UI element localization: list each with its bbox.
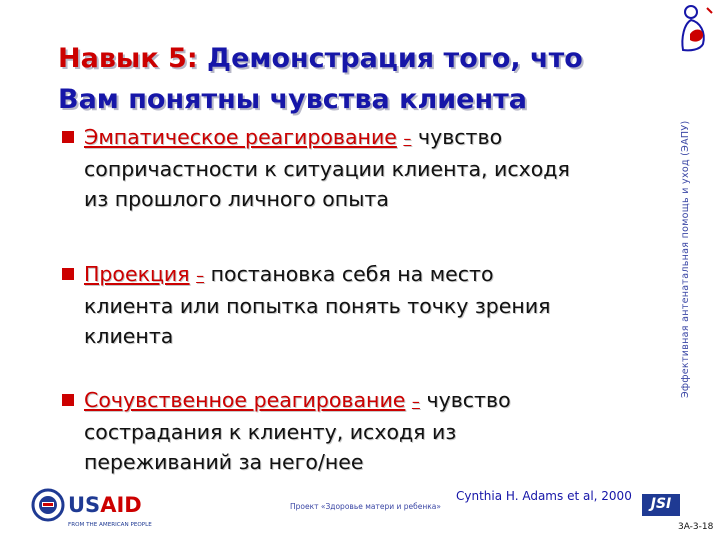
- usaid-seal-icon: [33, 490, 63, 520]
- usaid-tagline: FROM THE AMERICAN PEOPLE: [68, 522, 152, 528]
- slide-number: 3A-3-18: [678, 522, 714, 532]
- square-bullet-icon: [62, 268, 74, 280]
- title-line-1-rest: Демонстрация того, что: [207, 43, 583, 74]
- slide-title: [58, 38, 688, 120]
- bullet-sympathetic-response: [62, 385, 511, 477]
- title-prefix: Навык 5:: [58, 43, 198, 74]
- jsi-logo-text: JSI: [650, 496, 672, 512]
- bullet-line: клиента: [84, 324, 174, 348]
- project-label: Проект «Здоровье матери и ребенка»: [290, 502, 441, 511]
- bullet-line: [84, 259, 550, 291]
- bullet-term: Сочувственное реагирование: [84, 388, 406, 412]
- square-bullet-icon: [62, 394, 74, 406]
- bullet-first-text: чувство: [417, 125, 503, 149]
- citation: Cynthia H. Adams et al, 2000: [456, 489, 632, 503]
- bullet-first-text: чувство: [426, 388, 511, 412]
- bullet-dash: –: [403, 129, 412, 148]
- bullet-line: переживаний за него/нее: [84, 450, 364, 474]
- title-line-1: [58, 38, 688, 79]
- bullet-line: клиента или попытка понять точку зрения: [84, 294, 551, 318]
- bullet-line: [84, 122, 570, 154]
- square-bullet-icon: [62, 131, 74, 143]
- bullet-line: сострадания к клиенту, исходя из: [84, 420, 457, 444]
- bullet-term: Эмпатическое реагирование: [84, 125, 397, 149]
- bullet-empathic-response: [62, 122, 570, 214]
- usaid-wordmark: USAID: [68, 493, 142, 517]
- jsi-logo-icon: [642, 494, 680, 516]
- bullet-line: сопричастности к ситуации клиента, исходя: [84, 157, 570, 181]
- bullet-line: из прошлого личного опыта: [84, 187, 389, 211]
- bullet-dash: –: [411, 392, 420, 411]
- side-caption: Эффективная антенатальная помощь и уход (ЭАПУ): [680, 120, 691, 398]
- bullet-line: [84, 385, 511, 417]
- bullet-first-text: постановка себя на место: [210, 262, 494, 286]
- title-line-2: Вам понятны чувства клиента: [58, 84, 528, 115]
- usaid-logo: [30, 482, 152, 532]
- bullet-dash: –: [196, 266, 205, 285]
- bullet-projection: [62, 259, 550, 351]
- bullet-term: Проекция: [84, 262, 190, 286]
